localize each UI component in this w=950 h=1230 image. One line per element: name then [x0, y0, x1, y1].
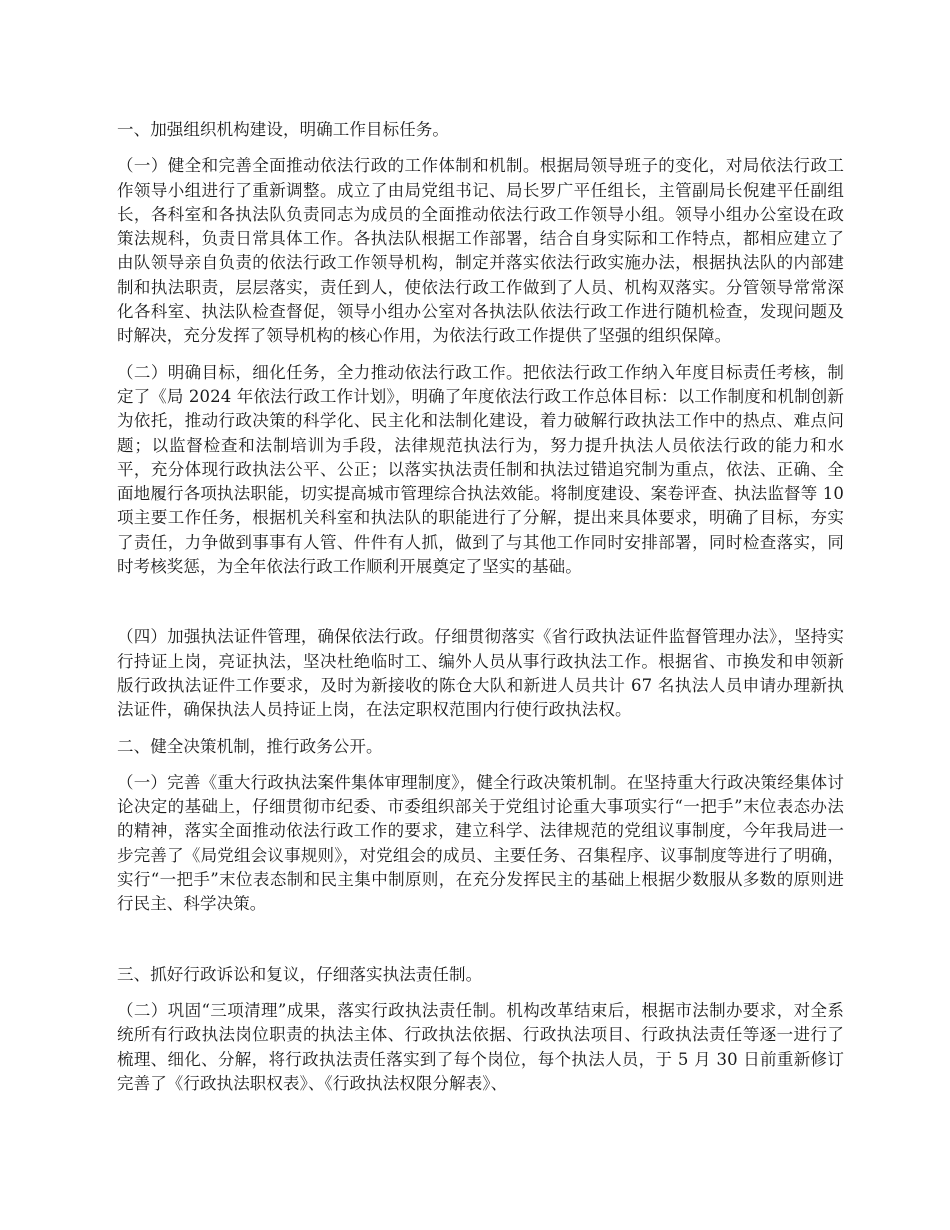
section-heading-1: 一、加强组织机构建设，明确工作目标任务。	[117, 120, 449, 139]
paragraph-1-4: （四）加强执法证件管理，确保依法行政。仔细贯彻落实《省行政执法证件监督管理办法》，坚持实行持证上岗，亮证执法，坚决杜绝临时工、编外人员从事行政执法工作。根据省、市换发和申领新版行政执法证件工作要求，及时为新接收的陈仓大队和新进人员共计 67 名执法人员申请办理新执法证件，确保执法人员持证上岗，在法定职权范围内行使行政执法权。	[117, 627, 844, 720]
paragraph-1-2: （二）明确目标，细化任务，全力推动依法行政工作。把依法行政工作纳入年度目标责任考核，制定了《局 2024 年依法行政工作计划》，明确了年度依法行政工作总体目标：以工作制度和机制创新为依托，推动行政决策的科学化、民主化和法制化建设，着力破解行政执法工作中的热点、难点问题；以监督检查和法制培训为手段，法律规范执法行为，努力提升执法人员依法行政的能力和水平，充分体现行政执法公平、公正；以落实执法责任制和执法过错追究制为重点，依法、正确、全面地履行各项执法职能，切实提高城市管理综合执法效能。将制度建设、案卷评查、执法监督等 10 项主要工作任务，根据机关科室和执法队的职能进行了分解，提出来具体要求，明确了目标，夯实了责任，力争做到事事有人管、件件有人抓，做到了与其他工作同时安排部署，同时检查落实，同时考核奖惩，为全年依法行政工作顺利开展奠定了坚实的基础。	[117, 362, 844, 577]
section-heading-2: 二、健全决策机制，推行政务公开。	[117, 736, 383, 756]
section-heading-3: 三、抓好行政诉讼和复议，仔细落实执法责任制。	[117, 964, 483, 984]
paragraph-1-1: （一）健全和完善全面推动依法行政的工作体制和机制。根据局领导班子的变化，对局依法行政工作领导小组进行了重新调整。成立了由局党组书记、局长罗广平任组长，主管副局长倪建平任副组长，各科室和各执法队负责同志为成员的全面推动依法行政工作领导小组。领导小组办公室设在政策法规科，负责日常具体工作。各执法队根据工作部署，结合自身实际和工作特点，都相应建立了由队领导亲自负责的依法行政工作领导机构，制定并落实依法行政实施办法，根据执法队的内部建制和执法职责，层层落实，责任到人，使依法行政工作做到了人员、机构双落实。分管领导常常深化各科室、执法队检查督促，领导小组办公室对各执法队依法行政工作进行随机检查，发现问题及时解决，充分发挥了领导机构的核心作用，为依法行政工作提供了坚强的组织保障。	[117, 156, 844, 346]
paragraph-2-1: （一）完善《重大行政执法案件集体审理制度》，健全行政决策机制。在坚持重大行政决策经集体讨论决定的基础上，仔细贯彻市纪委、市委组织部关于党组讨论重大事项实行“一把手”末位表态办法的精神，落实全面推动依法行政工作的要求，建立科学、法律规范的党组议事制度，今年我局进一步完善了《局党组会议事规则》，对党组会的成员、主要任务、召集程序、议事制度等进行了明确，实行“一把手”末位表态制和民主集中制原则，在充分发挥民主的基础上根据少数服从多数的原则进行民主、科学决策。	[117, 772, 844, 914]
document-body	[117, 118, 844, 1108]
paragraph-3-2: （二）巩固“三项清理”成果，落实行政执法责任制。机构改革结束后，根据市法制办要求，对全系统所有行政执法岗位职责的执法主体、行政执法依据、行政执法项目、行政执法责任等逐一进行了梳理、细化、分解，将行政执法责任落实到了每个岗位，每个执法人员，于 5 月 30 日前重新修订完善了《行政执法职权表》、《行政执法权限分解表》、	[117, 1000, 844, 1093]
